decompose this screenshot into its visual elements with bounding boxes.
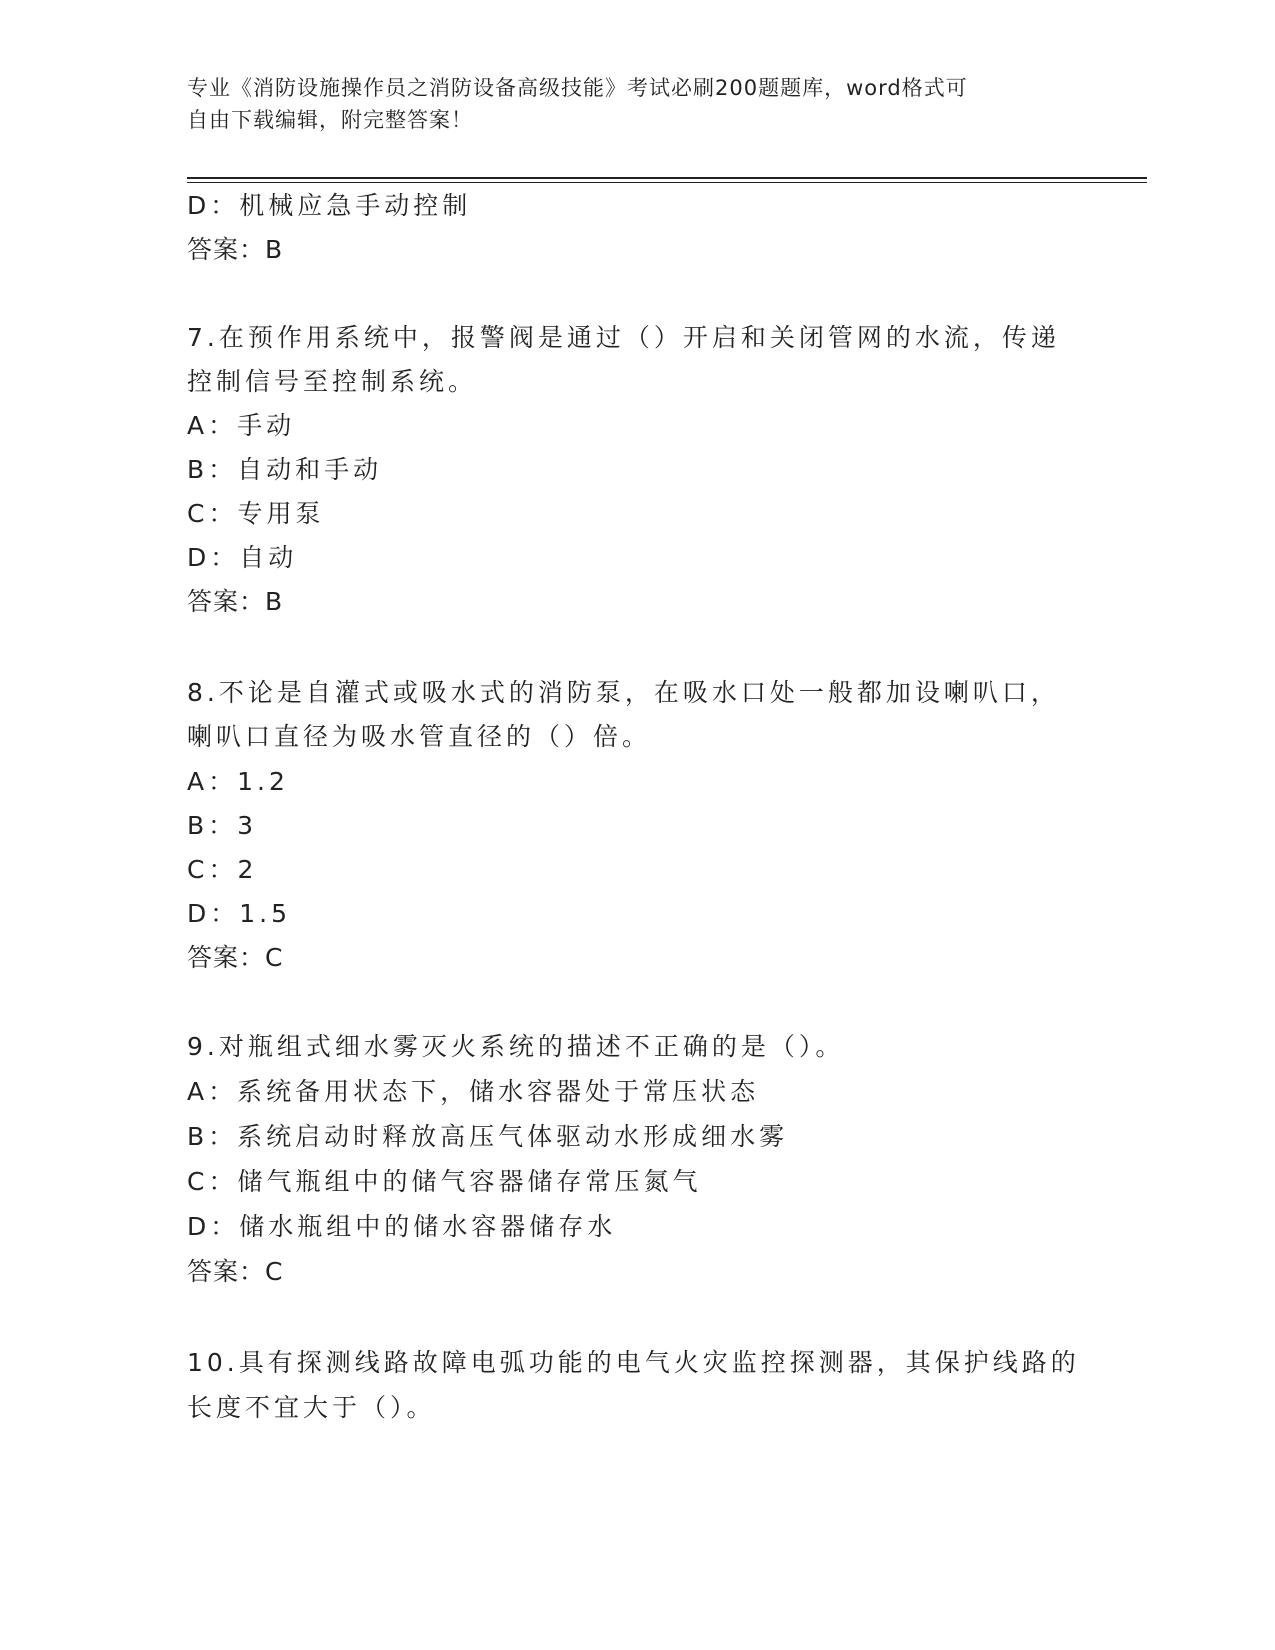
header-line-1: 专业《消防设施操作员之消防设备高级技能》考试必刷200题题库，word格式可 [187,76,968,100]
header-divider-thin [187,182,1147,183]
q7-stem-line-1: 7.在预作用系统中，报警阀是通过（）开启和关闭管网的水流，传递 [187,323,1060,352]
q9-answer: 答案：C [187,1257,284,1286]
q8-option-d: D：1.5 [187,899,292,928]
q8-option-b: B：3 [187,811,258,840]
q6-option-d: D：机械应急手动控制 [187,191,472,220]
q6-answer: 答案：B [187,235,284,264]
q10-stem-line-1: 10.具有探测线路故障电弧功能的电气火灾监控探测器，其保护线路的 [187,1348,1080,1377]
q7-option-c: C：专用泵 [187,499,325,528]
document-header [187,72,1067,136]
header-divider-thick [187,177,1147,179]
q9-stem-line-1: 9.对瓶组式细水雾灭火系统的描述不正确的是（）。 [187,1032,845,1061]
q7-option-a: A：手动 [187,411,296,440]
header-line-2: 自由下载编辑，附完整答案！ [187,108,473,132]
q8-stem-line-1: 8.不论是自灌式或吸水式的消防泵，在吸水口处一般都加设喇叭口， [187,678,1060,707]
q7-option-b: B：自动和手动 [187,455,383,484]
q7-stem-line-2: 控制信号至控制系统。 [187,367,478,396]
q8-answer: 答案：C [187,943,284,972]
q9-option-c: C：储气瓶组中的储气容器储存常压氮气 [187,1167,702,1196]
q8-option-c: C：2 [187,855,258,884]
q8-option-a: A：1.2 [187,767,289,796]
q7-option-d: D：自动 [187,543,298,572]
q9-option-a: A：系统备用状态下，储水容器处于常压状态 [187,1077,760,1106]
q10-stem-line-2: 长度不宜大于（）。 [187,1393,436,1422]
q7-answer: 答案：B [187,587,284,616]
q9-option-b: B：系统启动时释放高压气体驱动水形成细水雾 [187,1122,789,1151]
q8-stem-line-2: 喇叭口直径为吸水管直径的（）倍。 [187,722,652,751]
q9-option-d: D：储水瓶组中的储水容器储存水 [187,1212,617,1241]
